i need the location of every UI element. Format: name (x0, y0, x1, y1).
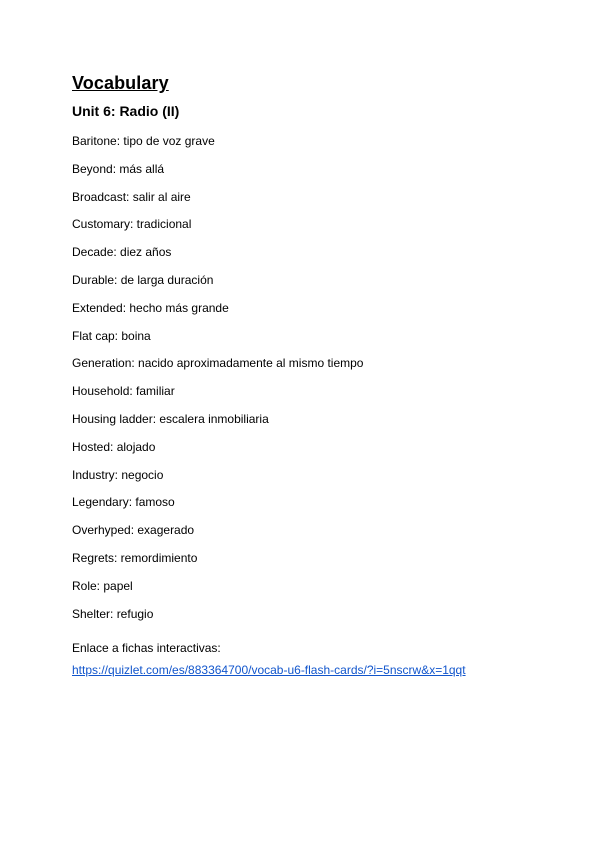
vocab-item-generation: Generation: nacido aproximadamente al mismo tiempo (72, 356, 364, 371)
flashcards-link[interactable]: https://quizlet.com/es/883364700/vocab-u6-flash-cards/?i=5nscrw&x=1qqt (72, 662, 466, 677)
unit-subtitle: Unit 6: Radio (II) (72, 103, 180, 119)
page-title: Vocabulary (72, 73, 169, 93)
vocab-item-hosted: Hosted: alojado (72, 439, 156, 454)
vocab-item-regrets: Regrets: remordimiento (72, 550, 198, 565)
vocab-item-industry: Industry: negocio (72, 467, 164, 482)
vocab-item-flat-cap: Flat cap: boina (72, 328, 151, 343)
vocab-item-decade: Decade: diez años (72, 245, 172, 260)
vocab-item-customary: Customary: tradicional (72, 217, 192, 232)
vocab-item-household: Household: familiar (72, 384, 175, 399)
vocab-item-shelter: Shelter: refugio (72, 606, 154, 621)
vocab-item-extended: Extended: hecho más grande (72, 300, 229, 315)
vocab-item-legendary: Legendary: famoso (72, 495, 175, 510)
vocab-item-durable: Durable: de larga duración (72, 272, 214, 287)
vocabulary-list (72, 134, 532, 621)
vocab-item-beyond: Beyond: más allá (72, 161, 165, 176)
flashcards-link-label: Enlace a fichas interactivas: (72, 640, 221, 655)
vocab-item-overhyped: Overhyped: exagerado (72, 523, 195, 538)
vocab-item-role: Role: papel (72, 578, 133, 593)
vocab-item-broadcast: Broadcast: salir al aire (72, 189, 191, 204)
flashcards-link-block (72, 641, 532, 677)
vocab-item-baritone: Baritone: tipo de voz grave (72, 134, 215, 148)
document-body (72, 72, 532, 677)
vocab-item-housing-ladder: Housing ladder: escalera inmobiliaria (72, 411, 269, 426)
